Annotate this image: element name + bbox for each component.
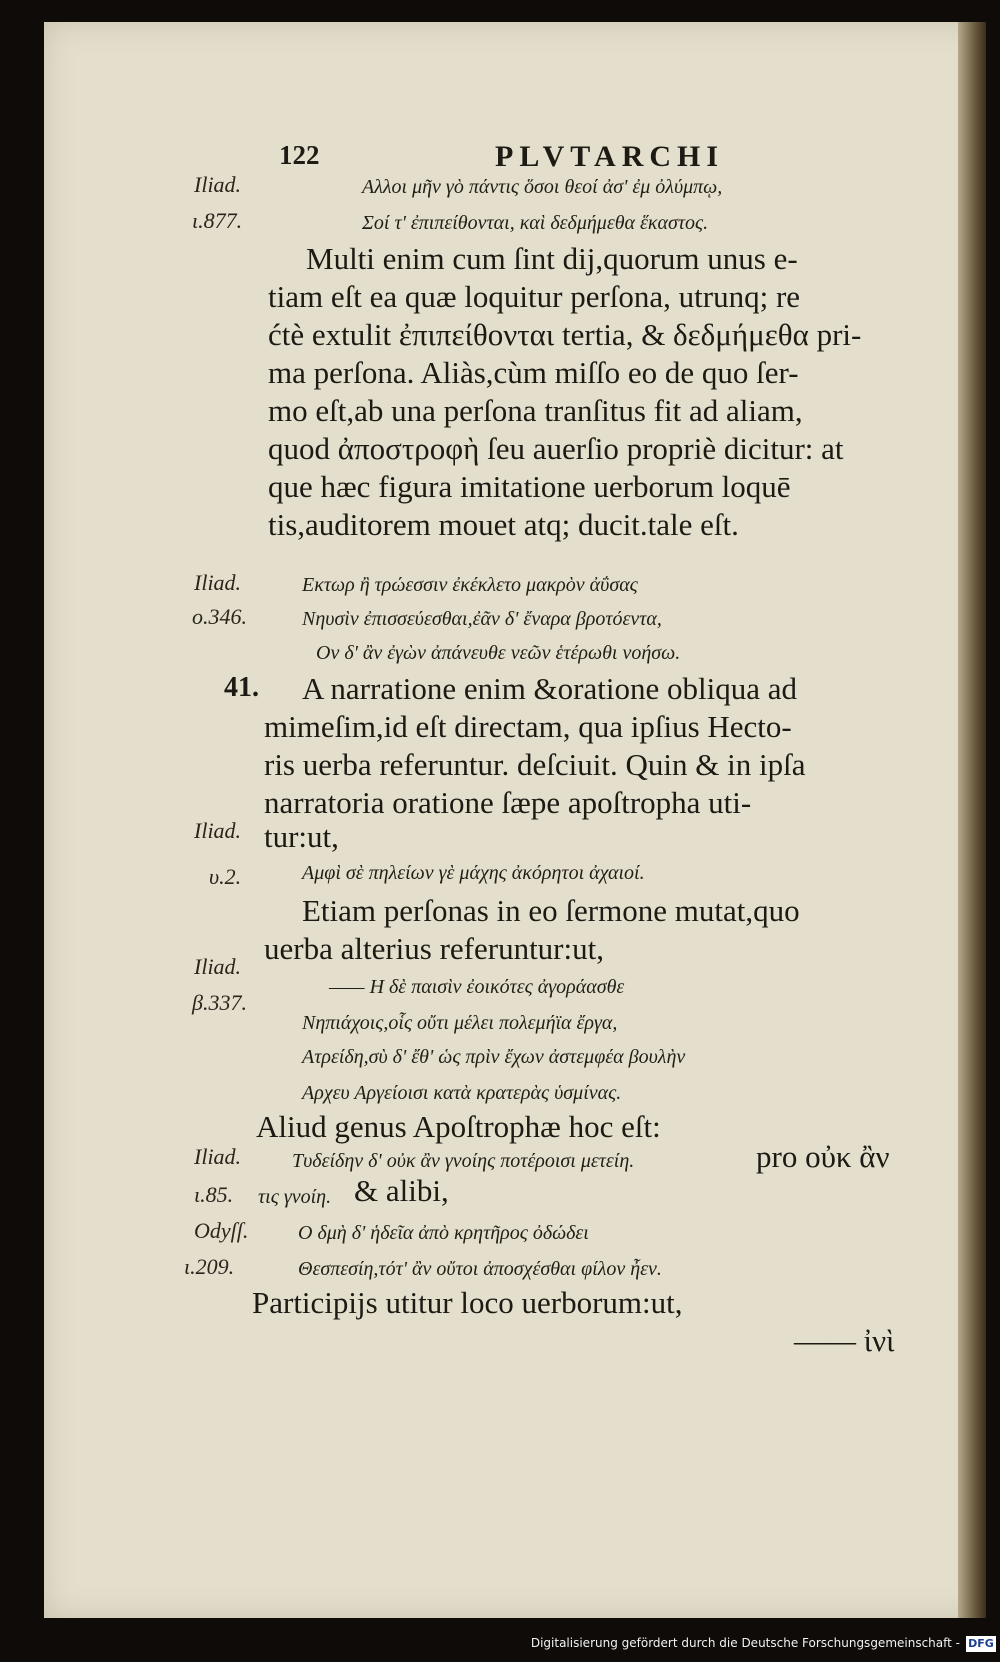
body-text xyxy=(44,22,986,1618)
text-line: mimeſim,id eſt directam, qua ipſius Hecto- xyxy=(264,709,792,744)
margin-note: ι.85. xyxy=(194,1182,234,1207)
text-line: uerba alterius referuntur:ut, xyxy=(264,931,604,966)
greek-verse: Εκτωρ ἢ τρώεσσιν ἐκέκλετο μακρὸν ἀΰσας xyxy=(302,574,638,596)
text-line: ma perſona. Aliàs,cùm miſſo eo de quo ſer- xyxy=(268,355,799,390)
margin-note: Iliad. xyxy=(194,172,242,197)
book-page xyxy=(44,22,986,1618)
margin-note: Odyſſ. xyxy=(194,1218,249,1243)
greek-verse: τις γνοίη. xyxy=(258,1186,332,1208)
digitization-footer xyxy=(0,1618,1000,1662)
greek-verse: Αρχευ Αργείοισι κατὰ κρατερὰς ὑσμίνας. xyxy=(302,1082,622,1104)
text-line: mo eſt,ab una perſona tranſitus fit ad aliam, xyxy=(268,393,803,428)
margin-note: β.337. xyxy=(192,990,247,1015)
text-line: A narratione enim &oratione obliqua ad xyxy=(302,671,797,706)
page-number: 122 xyxy=(279,140,320,170)
paragraph-number: 41. xyxy=(224,672,259,703)
greek-verse: Σοί τ' ἐπιπείθονται, καὶ δεδμήμεθα ἕκαστος. xyxy=(362,212,709,234)
margin-note: Iliad. xyxy=(194,818,242,843)
text-line: que hæc figura imitatione uerborum loquē xyxy=(268,469,791,504)
margin-note: ο.346. xyxy=(192,604,247,629)
text-line: tis,auditorem mouet atq; ducit.tale eſt. xyxy=(268,507,739,542)
text-line: quod ἀποστροφὴ ſeu auerſio propriè dicitur: at xyxy=(268,431,844,466)
text-line: tur:ut, xyxy=(264,819,339,854)
margin-note: Iliad. xyxy=(194,570,242,595)
margin-note: ι.209. xyxy=(184,1254,235,1279)
text-line: & alibi, xyxy=(354,1173,449,1208)
greek-verse: Ατρείδη,σὺ δ' ἔθ' ὡς πρὶν ἔχων ἀστεμφέα βουλὴν xyxy=(302,1046,686,1068)
text-line: ris uerba referuntur. deſciuit. Quin & in ipſa xyxy=(264,747,806,782)
greek-verse: Νηπιάχοις,οἷς οὔτι μέλει πολεμήϊα ἔργα, xyxy=(302,1012,618,1034)
text-line: Etiam perſonas in eo ſermone mutat,quo xyxy=(302,893,800,928)
text-line: Multi enim cum ſint dij,quorum unus e- xyxy=(306,241,798,276)
margin-note: Iliad. xyxy=(194,1144,242,1169)
text-line: narratoria oratione ſæpe apoſtropha uti- xyxy=(264,785,752,820)
text-line: tiam eſt ea quæ loquitur perſona, utrunq; re xyxy=(268,279,801,314)
greek-verse: —— Η δὲ παισὶν ἐοικότες ἀγοράασθε xyxy=(329,976,625,998)
greek-verse: Ον δ' ἂν ἐγὼν ἀπάνευθε νεῶν ἑτέρωθι νοήσω. xyxy=(316,642,681,664)
catchword: —— ἰνὶ xyxy=(794,1323,895,1358)
dfg-logo: DFG xyxy=(966,1636,996,1652)
text-line: Participijs utitur loco uerborum:ut, xyxy=(252,1285,683,1320)
greek-verse: Αμφὶ σὲ πηλείων γὲ μάχης ἀκόρητοι ἀχαιοί. xyxy=(302,862,645,884)
running-head: PLVTARCHI xyxy=(495,140,725,173)
margin-note: Iliad. xyxy=(194,954,242,979)
greek-verse: Ο δμὴ δ' ἡδεῖα ἀπὸ κρητῆρος ὀδώδει xyxy=(298,1222,589,1244)
greek-verse: Αλλοι μῆν γὸ πάντις ὅσοι θεοί ἀσ' ἐμ ὀλύμπῳ, xyxy=(362,176,723,198)
greek-verse: Θεσπεσίη,τότ' ἂν οὔτοι ἀποσχέσθαι φίλον ἦεν. xyxy=(298,1258,662,1280)
text-line: Aliud genus Apoſtrophæ hoc eſt: xyxy=(256,1109,661,1144)
margin-note: ι.877. xyxy=(192,208,243,233)
margin-note: υ.2. xyxy=(209,864,242,889)
text-line: ćtè extulit ἐπιπείθονται tertia, & δεδμήμεθα pri- xyxy=(268,317,862,352)
greek-verse: Νηυσὶν ἐπισσεύεσθαι,ἐᾶν δ' ἔναρα βροτόεντα, xyxy=(302,608,662,630)
digitization-note: Digitalisierung gefördert durch die Deutsche Forschungsgemeinschaft - xyxy=(530,1636,960,1650)
greek-verse: Τυδείδην δ' οὐκ ἂν γνοίης ποτέροισι μετείη. xyxy=(292,1150,635,1172)
text-line: pro οὐκ ἂν xyxy=(756,1139,890,1174)
